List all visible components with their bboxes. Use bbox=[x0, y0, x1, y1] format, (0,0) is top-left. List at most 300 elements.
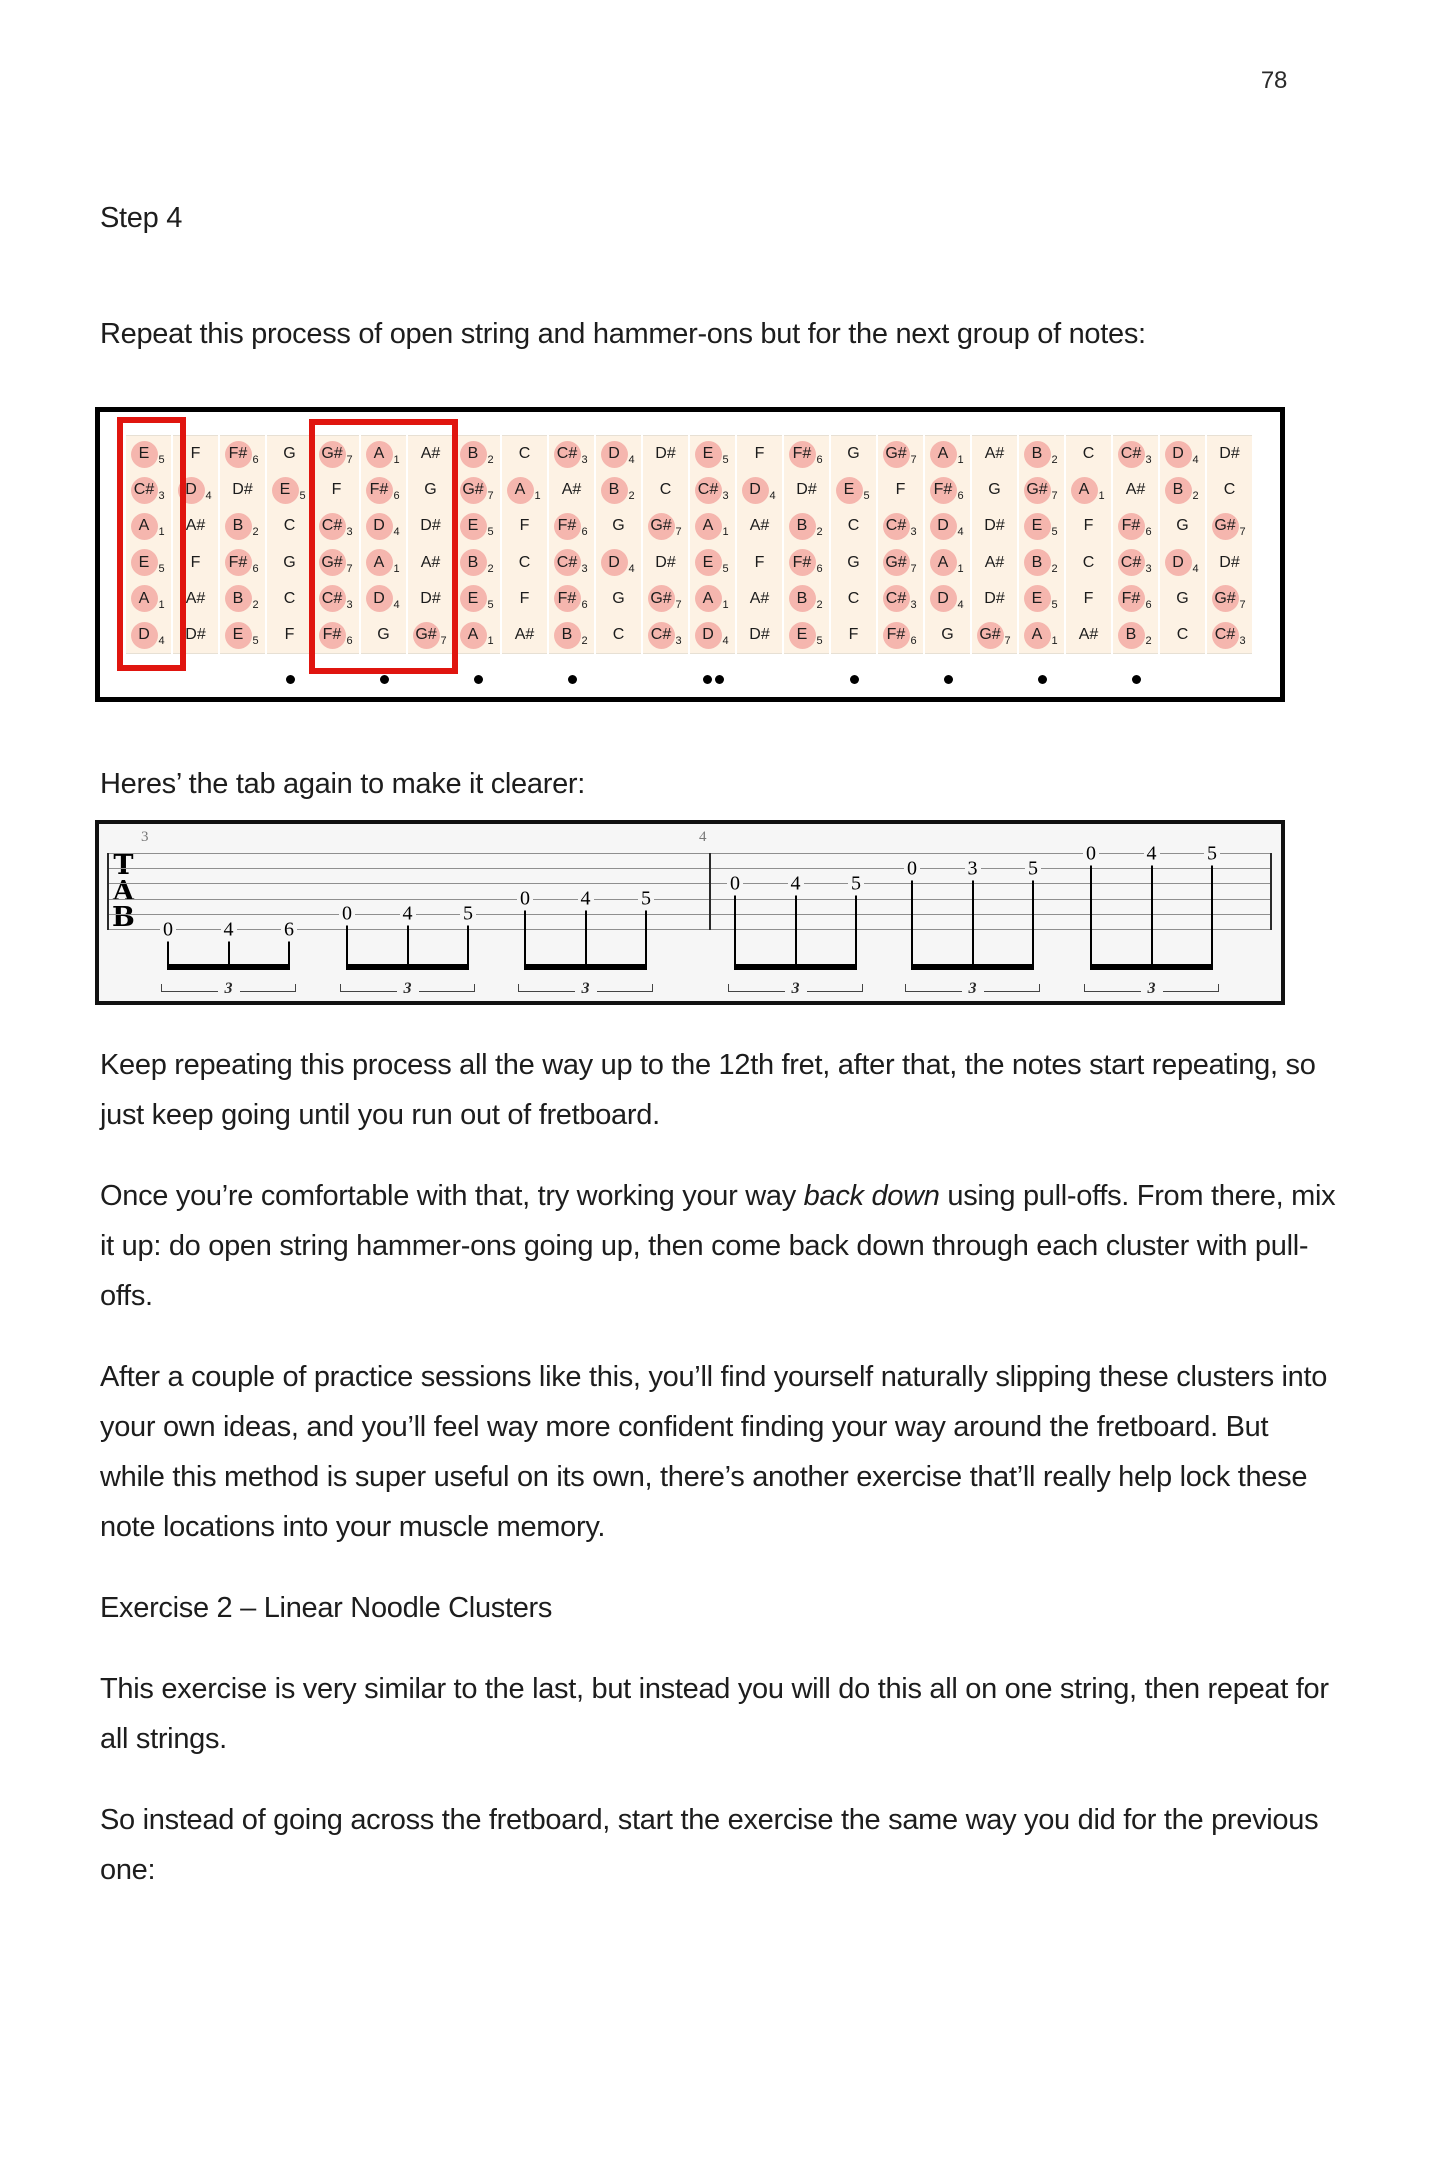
scale-note-circle: G# bbox=[1024, 477, 1051, 504]
fretboard-note-cell bbox=[784, 436, 829, 472]
scale-degree-subscript: 6 bbox=[957, 490, 964, 503]
scale-degree-subscript: 2 bbox=[1051, 454, 1058, 467]
scale-note-circle: D bbox=[178, 477, 205, 504]
scale-degree-subscript: 7 bbox=[910, 562, 917, 575]
non-scale-note: C bbox=[283, 589, 296, 607]
scale-degree-subscript: 7 bbox=[910, 454, 917, 467]
triplet-bracket bbox=[905, 975, 1040, 997]
scale-degree-subscript: 6 bbox=[910, 635, 917, 648]
scale-note-circle: F# bbox=[930, 477, 957, 504]
non-scale-note: F bbox=[1083, 589, 1094, 607]
scale-note-circle: C# bbox=[319, 585, 346, 612]
fret-number: 3 bbox=[965, 857, 981, 880]
scale-degree-subscript: 1 bbox=[158, 526, 165, 539]
fretboard-note-cell bbox=[1160, 508, 1205, 544]
scale-note-circle: A bbox=[1071, 477, 1098, 504]
fretboard-note-cell bbox=[1113, 581, 1158, 617]
scale-note-circle: B bbox=[1024, 549, 1051, 576]
fret-marker-dot bbox=[380, 675, 389, 684]
scale-degree-subscript: 5 bbox=[252, 635, 259, 648]
fretboard-note-cell bbox=[1019, 545, 1064, 581]
fretboard-note-cell bbox=[737, 545, 782, 581]
fretboard-column bbox=[1160, 435, 1205, 654]
fretboard-note-cell bbox=[1160, 436, 1205, 472]
non-scale-note: D# bbox=[1219, 445, 1240, 463]
non-scale-note: A# bbox=[984, 445, 1005, 463]
scale-note-circle: G# bbox=[648, 513, 675, 540]
fretboard-column bbox=[925, 435, 970, 654]
fretboard-note-cell bbox=[267, 581, 312, 617]
non-scale-note: F bbox=[331, 481, 342, 499]
fretboard-note-cell bbox=[972, 436, 1017, 472]
scale-note-circle: G# bbox=[1212, 513, 1239, 540]
fretboard-note-cell bbox=[267, 545, 312, 581]
fretboard-note-cell bbox=[596, 436, 641, 472]
fretboard-note-cell bbox=[549, 472, 594, 508]
fret-number: 0 bbox=[517, 888, 533, 911]
non-scale-note: A# bbox=[185, 589, 206, 607]
non-scale-note: A# bbox=[749, 589, 770, 607]
scale-degree-subscript: 3 bbox=[675, 635, 682, 648]
staff-line bbox=[107, 868, 1270, 869]
note-stem bbox=[645, 909, 647, 969]
fretboard-column bbox=[1113, 435, 1158, 654]
scale-note-circle: A bbox=[695, 585, 722, 612]
staff-line bbox=[107, 883, 1270, 884]
fretboard-note-cell bbox=[220, 617, 265, 653]
non-scale-note: D# bbox=[796, 481, 817, 499]
fretboard-column bbox=[1019, 435, 1064, 654]
non-scale-note: A# bbox=[185, 517, 206, 535]
scale-note-circle: F# bbox=[554, 585, 581, 612]
non-scale-note: A# bbox=[561, 481, 582, 499]
non-scale-note: C bbox=[1223, 481, 1236, 499]
scale-degree-subscript: 3 bbox=[910, 598, 917, 611]
triplet-bracket-line bbox=[518, 984, 575, 992]
fretboard-note-cell bbox=[549, 545, 594, 581]
fretboard-note-cell bbox=[690, 617, 735, 653]
fret-marker-dot bbox=[715, 675, 724, 684]
triplet-bracket-line bbox=[1163, 984, 1220, 992]
scale-note-circle: D bbox=[1165, 441, 1192, 468]
scale-degree-subscript: 1 bbox=[158, 598, 165, 611]
fretboard-note-cell bbox=[737, 617, 782, 653]
scale-note-circle: G# bbox=[883, 549, 910, 576]
non-scale-note: A# bbox=[514, 626, 535, 644]
fretboard-column bbox=[1207, 435, 1252, 654]
fretboard-note-cell bbox=[972, 581, 1017, 617]
fretboard-note-cell bbox=[831, 617, 876, 653]
scale-degree-subscript: 5 bbox=[299, 490, 306, 503]
triplet-beam bbox=[1090, 964, 1213, 970]
fret-marker-dot bbox=[1038, 675, 1047, 684]
non-scale-note: A# bbox=[420, 553, 441, 571]
fretboard-note-cell bbox=[455, 617, 500, 653]
fret-number: 0 bbox=[1083, 842, 1099, 865]
non-scale-note: A# bbox=[1078, 626, 1099, 644]
fretboard-note-cell bbox=[502, 436, 547, 472]
fretboard-note-cell bbox=[643, 508, 688, 544]
fretboard-note-cell bbox=[502, 617, 547, 653]
non-scale-note: D# bbox=[232, 481, 253, 499]
non-scale-note: A# bbox=[984, 553, 1005, 571]
fretboard-note-cell bbox=[972, 508, 1017, 544]
scale-note-circle: E bbox=[789, 622, 816, 649]
scale-degree-subscript: 6 bbox=[1145, 526, 1152, 539]
fret-number: 0 bbox=[339, 903, 355, 926]
fretboard-note-cell bbox=[1207, 508, 1252, 544]
non-scale-note: F bbox=[754, 445, 765, 463]
fret-marker-dot bbox=[568, 675, 577, 684]
scale-degree-subscript: 1 bbox=[1051, 635, 1058, 648]
scale-degree-subscript: 4 bbox=[957, 526, 964, 539]
fretboard-note-cell bbox=[596, 581, 641, 617]
scale-degree-subscript: 6 bbox=[581, 598, 588, 611]
scale-degree-subscript: 7 bbox=[1239, 526, 1246, 539]
triplet-bracket-line bbox=[161, 984, 218, 992]
scale-note-circle: C# bbox=[131, 477, 158, 504]
fretboard-note-cell bbox=[1066, 617, 1111, 653]
fretboard-note-cell bbox=[549, 617, 594, 653]
once-comfortable-paragraph: Once you’re comfortable with that, try working your way back down using pull-offs. From there, mix it up: do open string hammer-ons going up, then come back down through each cluster with pull-offs. bbox=[100, 1180, 1336, 1312]
fretboard-note-cell bbox=[1019, 617, 1064, 653]
note-stem bbox=[346, 924, 348, 969]
scale-note-circle: F# bbox=[225, 441, 252, 468]
scale-note-circle: D bbox=[930, 513, 957, 540]
scale-degree-subscript: 3 bbox=[1145, 454, 1152, 467]
italic-back-down: back down bbox=[803, 1180, 940, 1212]
scale-note-circle: B bbox=[225, 513, 252, 540]
scale-note-circle: D bbox=[695, 622, 722, 649]
triplet-bracket-line bbox=[240, 984, 297, 992]
scale-degree-subscript: 2 bbox=[628, 490, 635, 503]
similar-paragraph: This exercise is very similar to the last, but instead you will do this all on one string, then repeat for all strings. bbox=[100, 1673, 1329, 1755]
scale-note-circle: F# bbox=[789, 549, 816, 576]
scale-note-circle: E bbox=[1024, 585, 1051, 612]
non-scale-note: F bbox=[1083, 517, 1094, 535]
scale-degree-subscript: 5 bbox=[1051, 526, 1058, 539]
fretboard-note-cell bbox=[1160, 617, 1205, 653]
fretboard-note-cell bbox=[831, 436, 876, 472]
note-stem bbox=[1151, 863, 1153, 969]
fretboard-note-cell bbox=[831, 581, 876, 617]
fretboard-note-cell bbox=[220, 545, 265, 581]
scale-note-circle: G# bbox=[413, 622, 440, 649]
scale-degree-subscript: 1 bbox=[534, 490, 541, 503]
fretboard-note-cell bbox=[925, 617, 970, 653]
fretboard-note-cell bbox=[1113, 545, 1158, 581]
non-scale-note: A# bbox=[749, 517, 770, 535]
fretboard-note-cell bbox=[878, 436, 923, 472]
non-scale-note: F bbox=[190, 553, 201, 571]
scale-note-circle: E bbox=[695, 441, 722, 468]
scale-note-circle: E bbox=[272, 477, 299, 504]
fretboard-note-cell bbox=[1207, 436, 1252, 472]
scale-note-circle: A bbox=[507, 477, 534, 504]
fret-number: 0 bbox=[727, 872, 743, 895]
fretboard-note-cell bbox=[220, 508, 265, 544]
scale-degree-subscript: 1 bbox=[957, 562, 964, 575]
scale-note-circle: B bbox=[460, 549, 487, 576]
scale-degree-subscript: 6 bbox=[346, 635, 353, 648]
fretboard-note-cell bbox=[1019, 436, 1064, 472]
staff-line bbox=[107, 914, 1270, 915]
fretboard-note-cell bbox=[1113, 436, 1158, 472]
scale-note-circle: E bbox=[131, 441, 158, 468]
scale-degree-subscript: 2 bbox=[816, 598, 823, 611]
non-scale-note: F bbox=[848, 626, 859, 644]
fretboard-column bbox=[596, 435, 641, 654]
fretboard-note-cell bbox=[549, 508, 594, 544]
scale-degree-subscript: 7 bbox=[675, 526, 682, 539]
scale-degree-subscript: 4 bbox=[205, 490, 212, 503]
measure-number: 3 bbox=[141, 829, 149, 845]
triplet-beam bbox=[346, 964, 469, 970]
scale-note-circle: A bbox=[366, 441, 393, 468]
note-stem bbox=[1211, 863, 1213, 969]
tab-clef-letter: B bbox=[112, 902, 135, 933]
fretboard-note-cell bbox=[972, 472, 1017, 508]
note-stem bbox=[407, 924, 409, 969]
fret-number: 5 bbox=[1204, 842, 1220, 865]
scale-note-circle: A bbox=[695, 513, 722, 540]
fretboard-note-cell bbox=[1113, 508, 1158, 544]
fretboard-note-cell bbox=[643, 617, 688, 653]
scale-degree-subscript: 4 bbox=[393, 526, 400, 539]
scale-degree-subscript: 4 bbox=[158, 635, 165, 648]
scale-degree-subscript: 6 bbox=[581, 526, 588, 539]
fretboard-note-cell bbox=[455, 472, 500, 508]
fretboard-note-cell bbox=[1019, 581, 1064, 617]
non-scale-note: D# bbox=[420, 517, 441, 535]
fretboard-note-cell bbox=[1207, 617, 1252, 653]
fretboard-note-cell bbox=[690, 545, 735, 581]
triplet-number: 3 bbox=[1147, 980, 1156, 997]
scale-degree-subscript: 4 bbox=[393, 598, 400, 611]
body-text bbox=[100, 1040, 1340, 1926]
scale-degree-subscript: 5 bbox=[158, 454, 165, 467]
fretboard-column bbox=[878, 435, 923, 654]
fretboard-note-cell bbox=[643, 472, 688, 508]
fretboard-note-cell bbox=[502, 581, 547, 617]
fret-number: 0 bbox=[160, 918, 176, 941]
fretboard-note-cell bbox=[1066, 508, 1111, 544]
fret-number: 5 bbox=[848, 872, 864, 895]
fretboard-note-cell bbox=[267, 508, 312, 544]
note-stem bbox=[734, 893, 736, 969]
fretboard-note-cell bbox=[1066, 545, 1111, 581]
exercise-heading: Exercise 2 – Linear Noodle Clusters bbox=[100, 1592, 553, 1624]
scale-note-circle: F# bbox=[225, 549, 252, 576]
fretboard-column bbox=[220, 435, 265, 654]
triplet-bracket bbox=[1084, 975, 1219, 997]
triplet-bracket bbox=[340, 975, 475, 997]
fretboard-note-cell bbox=[690, 472, 735, 508]
non-scale-note: D# bbox=[984, 589, 1005, 607]
tab-clef bbox=[112, 850, 135, 933]
scale-note-circle: E bbox=[460, 513, 487, 540]
after-couple-paragraph: After a couple of practice sessions like this, you’ll find yourself naturally slipping these clusters into your own ideas, and you’ll feel way more confident finding your way around the fretboard. But while this method is super useful on its own, there’s another exercise that’ll really help lock these note locations into your muscle memory. bbox=[100, 1361, 1328, 1543]
scale-note-circle: G# bbox=[460, 477, 487, 504]
fret-marker-dot bbox=[286, 675, 295, 684]
fretboard-note-cell bbox=[831, 545, 876, 581]
fretboard-note-cell bbox=[549, 436, 594, 472]
scale-note-circle: C# bbox=[695, 477, 722, 504]
fretboard-note-cell bbox=[455, 581, 500, 617]
fret-number: 4 bbox=[788, 872, 804, 895]
fretboard-note-cell bbox=[455, 436, 500, 472]
fretboard-note-cell bbox=[831, 508, 876, 544]
fretboard-column bbox=[1066, 435, 1111, 654]
scale-note-circle: D bbox=[366, 513, 393, 540]
non-scale-note: F bbox=[284, 626, 295, 644]
scale-note-circle: A bbox=[930, 441, 957, 468]
triplet-bracket bbox=[161, 975, 296, 997]
non-scale-note: G bbox=[988, 481, 1001, 499]
non-scale-note: G bbox=[941, 626, 954, 644]
fretboard-note-cell bbox=[1160, 581, 1205, 617]
scale-degree-subscript: 2 bbox=[252, 598, 259, 611]
fretboard-note-cell bbox=[972, 545, 1017, 581]
triplet-beam bbox=[911, 964, 1034, 970]
scale-note-circle: C# bbox=[1118, 549, 1145, 576]
scale-degree-subscript: 3 bbox=[722, 490, 729, 503]
scale-note-circle: B bbox=[789, 513, 816, 540]
non-scale-note: F bbox=[190, 445, 201, 463]
fretboard-note-cell bbox=[878, 545, 923, 581]
fretboard-note-cell bbox=[1113, 472, 1158, 508]
highlight-box-cluster-2 bbox=[309, 419, 458, 674]
fretboard-note-cell bbox=[1207, 545, 1252, 581]
non-scale-note: C bbox=[518, 553, 531, 571]
fretboard-note-cell bbox=[690, 436, 735, 472]
scale-note-circle: F# bbox=[554, 513, 581, 540]
non-scale-note: D# bbox=[984, 517, 1005, 535]
scale-note-circle: B bbox=[1118, 622, 1145, 649]
fret-number: 5 bbox=[638, 888, 654, 911]
scale-note-circle: A bbox=[131, 585, 158, 612]
barline bbox=[709, 853, 711, 930]
scale-degree-subscript: 6 bbox=[1145, 598, 1152, 611]
scale-note-circle: G# bbox=[977, 622, 1004, 649]
scale-note-circle: A bbox=[131, 513, 158, 540]
scale-note-circle: D bbox=[1165, 549, 1192, 576]
triplet-number: 3 bbox=[403, 980, 412, 997]
scale-degree-subscript: 3 bbox=[910, 526, 917, 539]
non-scale-note: G bbox=[612, 517, 625, 535]
fretboard-note-cell bbox=[267, 472, 312, 508]
fretboard-note-cell bbox=[220, 472, 265, 508]
scale-degree-subscript: 2 bbox=[1192, 490, 1199, 503]
fret-number: 4 bbox=[221, 918, 237, 941]
scale-note-circle: B bbox=[789, 585, 816, 612]
fretboard-note-cell bbox=[878, 472, 923, 508]
fretboard-note-cell bbox=[220, 436, 265, 472]
scale-note-circle: G# bbox=[648, 585, 675, 612]
fretboard-note-cell bbox=[596, 508, 641, 544]
scale-degree-subscript: 3 bbox=[346, 598, 353, 611]
scale-degree-subscript: 5 bbox=[722, 454, 729, 467]
scale-note-circle: B bbox=[554, 622, 581, 649]
intro-paragraph: Repeat this process of open string and hammer-ons but for the next group of notes: bbox=[100, 318, 1146, 350]
scale-degree-subscript: 7 bbox=[487, 490, 494, 503]
fretboard-note-cell bbox=[1207, 472, 1252, 508]
scale-degree-subscript: 1 bbox=[393, 562, 400, 575]
fretboard-note-cell bbox=[267, 436, 312, 472]
fretboard-note-cell bbox=[502, 508, 547, 544]
fretboard-note-cell bbox=[831, 472, 876, 508]
fretboard-note-cell bbox=[784, 508, 829, 544]
scale-degree-subscript: 2 bbox=[1145, 635, 1152, 648]
triplet-bracket-line bbox=[905, 984, 962, 992]
scale-note-circle: C# bbox=[554, 549, 581, 576]
page-number: 78 bbox=[1260, 67, 1287, 94]
triplet-bracket bbox=[728, 975, 863, 997]
fretboard-note-cell bbox=[643, 436, 688, 472]
non-scale-note: C bbox=[518, 445, 531, 463]
triplet-bracket-line bbox=[984, 984, 1041, 992]
fretboard-column bbox=[267, 435, 312, 654]
scale-note-circle: E bbox=[1024, 513, 1051, 540]
triplet-bracket-line bbox=[340, 984, 397, 992]
scale-note-circle: B bbox=[225, 585, 252, 612]
scale-degree-subscript: 3 bbox=[1239, 635, 1246, 648]
non-scale-note: D# bbox=[1219, 553, 1240, 571]
non-scale-note: C bbox=[612, 626, 625, 644]
scale-note-circle: E bbox=[460, 585, 487, 612]
scale-note-circle: B bbox=[1024, 441, 1051, 468]
fretboard-column bbox=[737, 435, 782, 654]
scale-note-circle: D bbox=[601, 549, 628, 576]
scale-note-circle: A bbox=[366, 549, 393, 576]
non-scale-note: C bbox=[847, 589, 860, 607]
fretboard-note-cell bbox=[690, 581, 735, 617]
scale-degree-subscript: 7 bbox=[346, 562, 353, 575]
non-scale-note: G bbox=[1176, 517, 1189, 535]
fretboard-note-cell bbox=[455, 545, 500, 581]
fret-number: 4 bbox=[400, 903, 416, 926]
note-stem bbox=[585, 909, 587, 969]
scale-note-circle: F# bbox=[1118, 513, 1145, 540]
scale-degree-subscript: 3 bbox=[346, 526, 353, 539]
scale-degree-subscript: 5 bbox=[722, 562, 729, 575]
scale-degree-subscript: 4 bbox=[957, 598, 964, 611]
scale-degree-subscript: 2 bbox=[581, 635, 588, 648]
scale-note-circle: F# bbox=[319, 622, 346, 649]
non-scale-note: D# bbox=[420, 589, 441, 607]
fretboard-note-cell bbox=[549, 581, 594, 617]
note-stem bbox=[467, 924, 469, 969]
fretboard-note-cell bbox=[784, 472, 829, 508]
scale-degree-subscript: 4 bbox=[722, 635, 729, 648]
tab-staff-diagram bbox=[95, 820, 1285, 1005]
non-scale-note: D# bbox=[655, 553, 676, 571]
scale-degree-subscript: 5 bbox=[863, 490, 870, 503]
triplet-number: 3 bbox=[224, 980, 233, 997]
scale-note-circle: A bbox=[930, 549, 957, 576]
non-scale-note: G bbox=[847, 553, 860, 571]
scale-degree-subscript: 1 bbox=[957, 454, 964, 467]
fretboard-note-cell bbox=[1207, 581, 1252, 617]
scale-degree-subscript: 1 bbox=[722, 598, 729, 611]
fret-number: 4 bbox=[1144, 842, 1160, 865]
non-scale-note: D# bbox=[749, 626, 770, 644]
non-scale-note: C bbox=[1082, 553, 1095, 571]
scale-degree-subscript: 1 bbox=[722, 526, 729, 539]
scale-degree-subscript: 4 bbox=[628, 454, 635, 467]
scale-degree-subscript: 2 bbox=[487, 562, 494, 575]
fretboard-note-cell bbox=[1019, 472, 1064, 508]
